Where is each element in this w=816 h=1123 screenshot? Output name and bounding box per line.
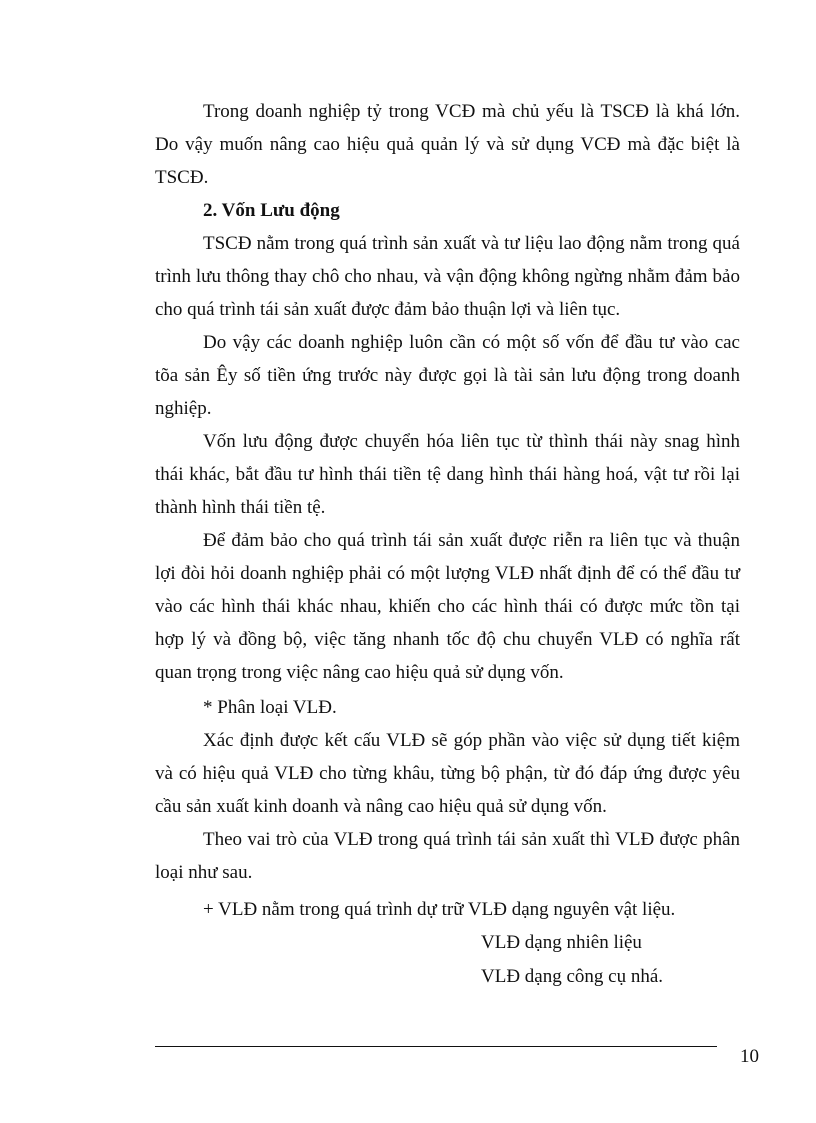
page-number: 10 [740,1046,759,1067]
paragraph-3: Do vậy các doanh nghiệp luôn cần có một số vốn để đầu tư vào cac tõa sản Êy số tiền ứng trước này được gọi là tài sản lưu động trong doanh nghiệp. [155,332,740,419]
paragraph-5: Để đảm bảo cho quá trình tái sản xuất được riễn ra liên tục và thuận lợi đòi hỏi doanh nghiệp phải có một lượng VLĐ nhất định để có thể đầu tư vào các hình thái khác nhau, khiến cho các hình thái có được mức tồn tại hợp lý và đồng bộ, việc tăng nhanh tốc độ chu chuyển VLĐ có nghĩa rất quan trọng trong việc nâng cao hiệu quả sử dụng vốn. [155,530,740,683]
paragraph-8: Theo vai trò của VLĐ trong quá trình tái sản xuất thì VLĐ được phân loại như sau. [155,829,740,883]
list-item-3: VLĐ dạng công cụ nhá. [481,966,664,987]
paragraph-4: Vốn lưu động được chuyển hóa liên tục từ thình thái này snag hình thái khác, bắt đầu tư hình thái tiền tệ dang hình thái hàng hoá, vật tư rồi lại thành hình thái tiền tệ. [155,431,740,518]
paragraph-1: Trong doanh nghiệp tỷ trong VCĐ mà chủ yếu là TSCĐ là khá lớn. Do vậy muốn nâng cao hiệu quả quản lý và sử dụng VCĐ mà đặc biệt là TSCĐ. [155,101,740,188]
footer-rule [155,1046,717,1047]
paragraph-2: TSCĐ nằm trong quá trình sản xuất và tư liệu lao động nằm trong quá trình lưu thông thay chô cho nhau, và vận động không ngừng nhằm đảm bảo cho quá trình tái sản xuất được đảm bảo thuận lợi và liên tục. [155,233,740,320]
list-item-2: VLĐ dạng nhiên liệu [481,932,642,953]
section-heading: 2. Vốn Lưu động [203,200,340,221]
list-item-1: + VLĐ nằm trong quá trình dự trữ VLĐ dạng nguyên vật liệu. [203,899,676,920]
paragraph-7: Xác định được kết cấu VLĐ sẽ góp phần vào việc sử dụng tiết kiệm và có hiệu quả VLĐ cho từng khâu, từng bộ phận, từ đó đáp ứng được yêu cầu sản xuất kinh doanh và nâng cao hiệu quả sử dụng vốn. [155,730,740,817]
classification-label: * Phân loại VLĐ. [203,697,337,718]
